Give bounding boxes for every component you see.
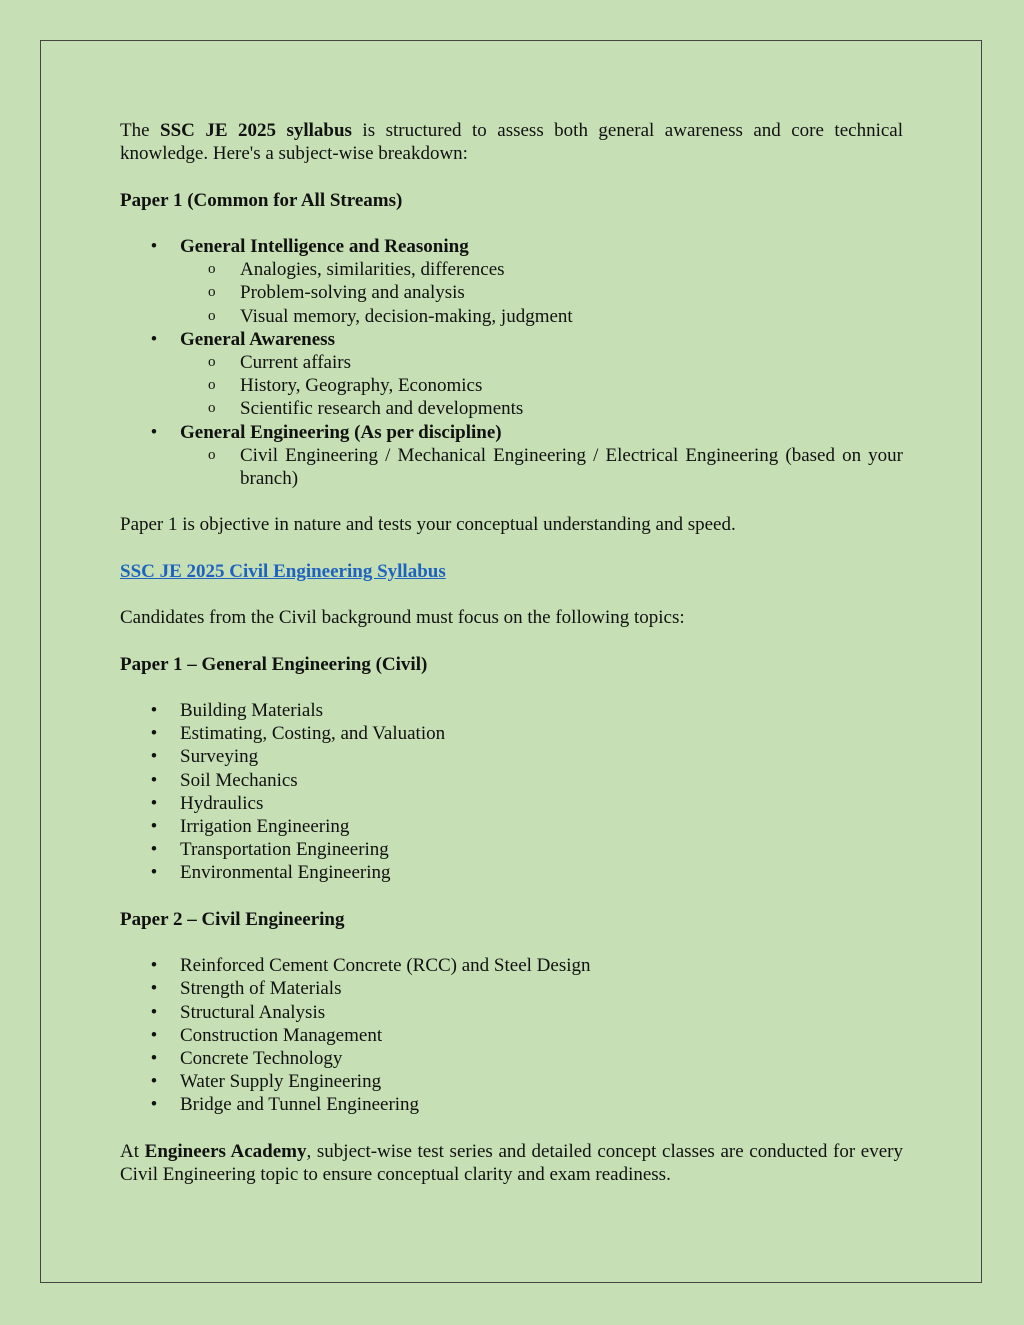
bullet-icon: • [150,1047,158,1069]
list-item: o Current affairs [208,352,351,373]
list-item: o History, Geography, Economics [208,375,483,397]
list-item: o Scientific research and developments [208,398,524,420]
list-item: • Strength of Materials [150,978,342,1000]
list-item: • Surveying [150,746,259,768]
bullet-icon: o [208,446,216,463]
bullet-icon: • [150,1024,158,1046]
list-item: • Building Materials [150,699,324,721]
bullet-icon: • [150,839,158,861]
bullet-icon: • [150,769,158,791]
bullet-icon: • [150,235,158,257]
paper1-civil-list [120,699,903,885]
bullet-icon: • [150,1001,158,1023]
section-title: General Awareness [180,328,335,350]
bullet-icon: o [208,354,216,370]
bullet-icon: • [150,792,158,814]
list-item: • Environmental Engineering [150,862,391,884]
closing-emphasis: Engineers Academy [144,1140,307,1162]
section-title: General Engineering (As per discipline) [180,421,502,443]
bullet-icon: o [208,261,216,278]
paper1-common-heading: Paper 1 (Common for All Streams) [120,189,403,211]
section-title: General Intelligence and Reasoning [180,235,469,257]
list-item: o Visual memory, decision-making, judgment [208,305,573,327]
list-item: • Construction Management [150,1024,383,1046]
closing-prefix: At [120,1140,145,1162]
section-reasoning [120,235,903,328]
list-item: • Water Supply Engineering [150,1071,382,1093]
paper1-note: Paper 1 is objective in nature and tests your conceptual understanding and speed. [120,514,736,536]
bullet-icon: • [150,862,158,884]
bullet-icon: • [150,723,158,745]
bullet-icon: o [208,307,216,324]
bullet-icon: • [150,421,158,443]
section-engineering [120,421,903,491]
section-awareness [120,328,903,421]
paper2-civil-heading: Paper 2 – Civil Engineering [120,908,345,930]
bullet-icon: • [150,1094,158,1116]
bullet-icon: • [150,328,158,350]
list-item: o Civil Engineering / Mechanical Engineering / Electrical Engineering (based on your branch) [208,444,903,490]
list-item: o Analogies, similarities, differences [208,259,505,281]
intro-suffix: is structured to assess both general awareness and core technical knowledge. Here's a subject-wise breakdown: [120,120,903,165]
closing-suffix: , subject-wise test series and detailed concept classes are conducted for every Civil Engineering topic to ensure conceptual clarity and exam readiness. [120,1140,903,1185]
list-item: • Bridge and Tunnel Engineering [150,1094,420,1116]
intro-prefix: The [120,120,161,141]
bullet-icon: o [208,284,216,301]
list-item: • Soil Mechanics [150,769,298,791]
intro-paragraph [120,119,903,165]
list-item: • Reinforced Cement Concrete (RCC) and Steel Design [150,955,591,977]
paper1-civil-heading: Paper 1 – General Engineering (Civil) [120,653,428,675]
closing-paragraph [120,1140,903,1186]
list-item: • Transportation Engineering [150,839,389,861]
bullet-icon: • [150,699,158,721]
list-item: • Estimating, Costing, and Valuation [150,723,446,745]
list-item: o Problem-solving and analysis [208,282,465,304]
bullet-icon: • [150,815,158,837]
intro-emphasis: SSC JE 2025 syllabus [160,120,352,141]
document-body [120,119,903,1186]
bullet-icon: o [208,377,216,394]
list-item: • Hydraulics [150,792,264,814]
bullet-icon: • [150,955,158,977]
paper2-civil-list [120,954,903,1116]
bullet-icon: o [208,400,216,417]
list-item: • Concrete Technology [150,1047,343,1069]
bullet-icon: • [150,1071,158,1093]
list-item: • Structural Analysis [150,1001,326,1023]
civil-intro: Candidates from the Civil background must focus on the following topics: [120,607,685,629]
paper1-common-sections [120,235,903,490]
list-item: • Irrigation Engineering [150,815,350,837]
bullet-icon: • [150,746,158,768]
civil-syllabus-link[interactable]: SSC JE 2025 Civil Engineering Syllabus [120,560,446,582]
bullet-icon: • [150,978,158,1000]
